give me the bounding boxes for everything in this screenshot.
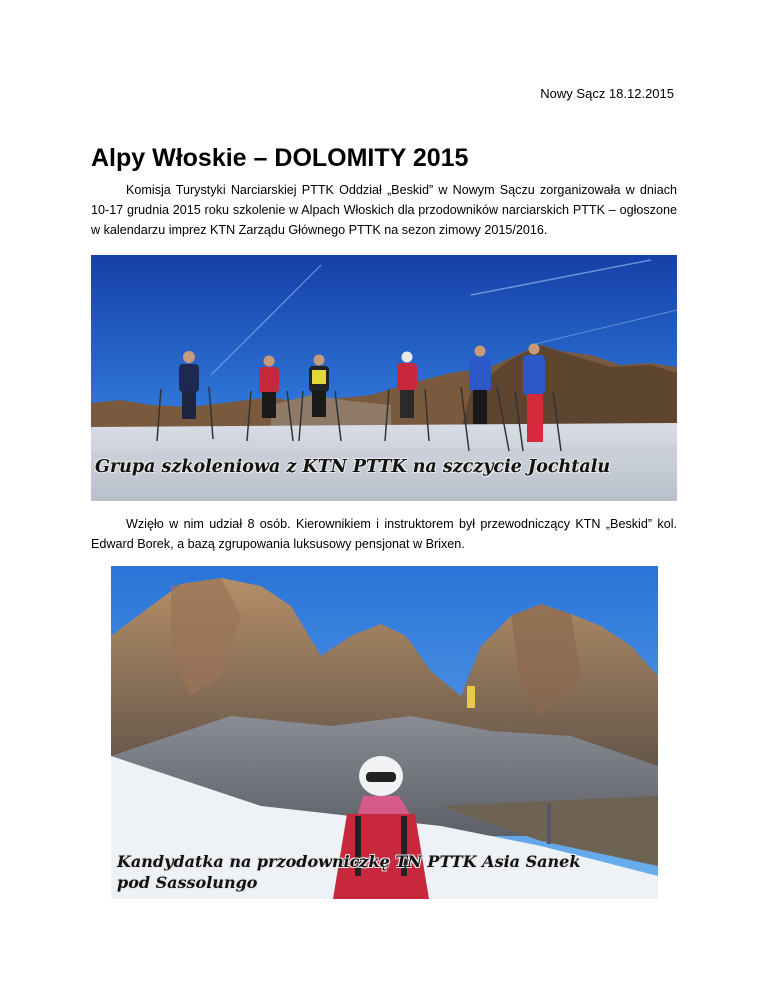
- group-photo-caption: Grupa szkoleniowa z KTN PTTK na szczycie Jochtalu: [95, 457, 611, 477]
- details-paragraph-text: Wzięło w nim udział 8 osób. Kierownikiem i instruktorem był przewodniczący KTN „Beskid” kol. Edward Borek, a bazą zgrupowania luksusowy pensjonat w Brixen.: [91, 517, 677, 551]
- page-title: Alpy Włoskie – DOLOMITY 2015: [91, 144, 469, 172]
- candidate-photo-caption: [117, 851, 657, 893]
- document-date: Nowy Sącz 18.12.2015: [540, 86, 674, 101]
- details-paragraph: [91, 514, 677, 554]
- candidate-photo-image: [111, 566, 658, 899]
- group-photo: [91, 255, 677, 501]
- candidate-caption-line1: Kandydatka na przodowniczkę TN PTTK Asia Sanek: [117, 852, 581, 871]
- candidate-photo: [111, 566, 658, 899]
- intro-paragraph: [91, 180, 677, 240]
- intro-paragraph-text: Komisja Turystyki Narciarskiej PTTK Oddział „Beskid” w Nowym Sączu zorganizowała w dniach 10-17 grudnia 2015 roku szkolenie w Alpach Włoskich dla przodowników narciarskich PTTK – ogłoszone w kalendarzu imprez KTN Zarządu Głównego PTTK na sezon zimowy 2015/2016.: [91, 183, 677, 237]
- candidate-caption-line2: pod Sassolungo: [117, 873, 258, 892]
